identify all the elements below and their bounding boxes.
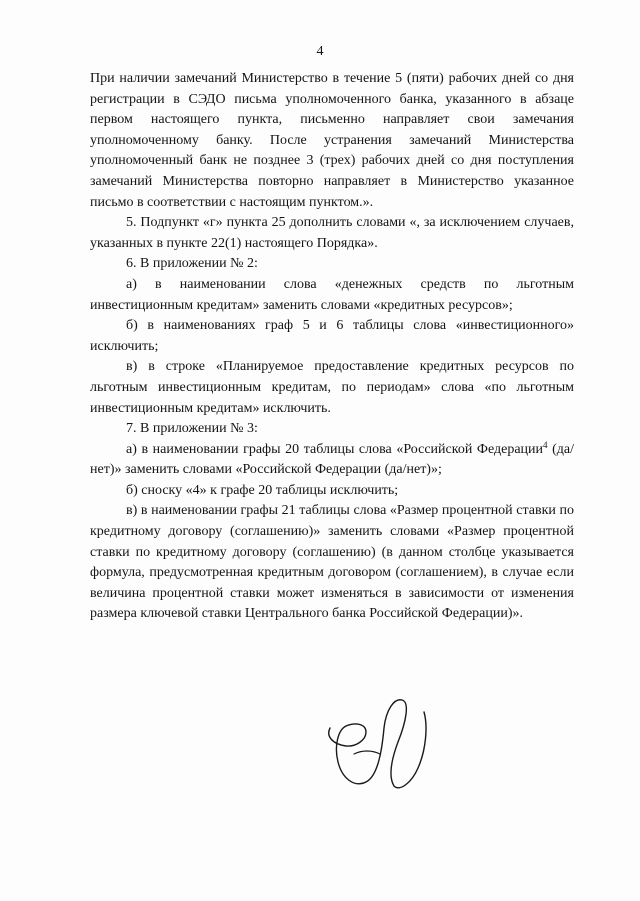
paragraph-item-7a-text-end: (да/нет)» заменить словами «Российской Федерации (да/нет)»; xyxy=(90,441,574,478)
document-body xyxy=(90,69,574,625)
paragraph-item-6a: а) в наименовании слова «денежных средств по льготным инвестиционным кредитам» заменить словами «кредитных ресурсов»; xyxy=(90,276,574,313)
paragraph-remarks-procedure: При наличии замечаний Министерство в течение 5 (пяти) рабочих дней со дня регистрации в СЭДО письма уполномоченного банка, указанного в абзаце первом настоящего пункта, письменно направляет свои замечания уполномоченному банку. После устранения замечаний Министерства уполномоченный банк не позднее 3 (трех) рабочих дней со дня поступления замечаний Министерства повторно направляет в Министерство указанное письмо в соответствии с настоящим пунктом.». xyxy=(90,71,574,210)
paragraph-item-6-heading: 6. В приложении № 2: xyxy=(126,256,258,272)
paragraph-item-7v: в) в наименовании графы 21 таблицы слова «Размер процентной ставки по кредитному договору (соглашению)» заменить словами «Размер процентной ставки по кредитному договору (соглашению) (в данном столбце указывается формула, предусмотренная кредитным договором (соглашением), в случае если величина процентной ставки может изменяться в зависимости от изменения размера ключевой ставки Центрального банка Российской Федерации)». xyxy=(90,503,574,622)
page-number: 4 xyxy=(316,44,324,59)
footnote-mark: 4 xyxy=(543,439,548,450)
paragraph-item-6v: в) в строке «Планируемое предоставление кредитных ресурсов по льготным инвестиционным кредитам, по периодам» слова «по льготным инвестиционным кредитам» исключить. xyxy=(90,359,574,416)
paragraph-item-7-heading: 7. В приложении № 3: xyxy=(126,421,258,437)
paragraph-item-6b: б) в наименованиях граф 5 и 6 таблицы слова «инвестиционного» исключить; xyxy=(90,318,574,354)
paragraph-item-7b: б) сноску «4» к графе 20 таблицы исключить; xyxy=(126,482,399,498)
paragraph-item-7a-text: а) в наименовании графы 20 таблицы слова «Российской Федерации xyxy=(126,441,544,457)
paragraph-item-7a xyxy=(90,440,574,481)
paragraph-item-5: 5. Подпункт «г» пункта 25 дополнить словами «, за исключением случаев, указанных в пункте 22(1) настоящего Порядка». xyxy=(90,215,574,251)
handwritten-signature xyxy=(322,692,434,792)
